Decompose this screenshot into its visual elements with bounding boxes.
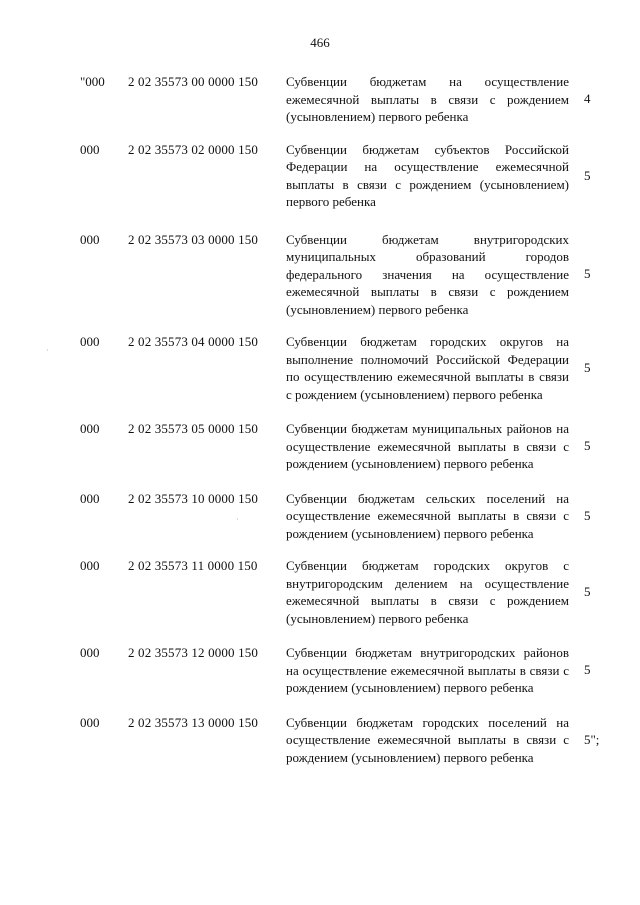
row-value: 5"; [584,731,600,747]
admin-code: 000 [80,714,100,730]
revenue-name: Субвенции бюджетам на осуществление ежемесячной выплаты в связи с рождением (усыновлением) первого ребенка [286,74,569,124]
budget-classification-code: 2 02 35573 10 0000 150 [128,490,259,506]
admin-code: 000 [80,334,100,349]
revenue-name: Субвенции бюджетам городских округов с внутригородским делением на осуществление ежемесячной выплаты в связи с рождением (усыновлением) первого ребенка [286,558,569,626]
budget-code-table [0,73,640,781]
admin-code: 000 [80,645,100,660]
row-value: 5 [584,167,591,183]
table-row [0,231,640,319]
row-value: 5 [584,438,591,454]
admin-code: 000 [80,490,100,506]
admin-code: 000 [80,421,100,436]
page-number: 466 [310,35,330,50]
revenue-name: Субвенции бюджетам городских округов на выполнение полномочий Российской Федерации по осуществлению ежемесячной выплаты в связи с рождением (усыновлением) первого ребенка [286,334,569,402]
table-row [0,644,640,697]
table-row [0,73,640,126]
budget-classification-code: 2 02 35573 00 0000 150 [128,74,259,89]
budget-classification-code: 2 02 35573 04 0000 150 [128,334,259,349]
revenue-name: Субвенции бюджетам городских поселений на осуществление ежемесячной выплаты в связи с рождением (усыновлением) первого ребенка [286,714,569,765]
revenue-name: Субвенции бюджетам муниципальных районов на осуществление ежемесячной выплаты в связи с рождением (усыновлением) первого ребенка [286,421,569,471]
scan-speck: · [46,346,49,355]
table-row [0,420,640,473]
revenue-name: Субвенции бюджетам субъектов Российской Федерации на осуществление ежемесячной выплаты в связи с рождением (усыновлением) первого ребенка [286,141,569,209]
table-row [0,557,640,627]
revenue-name: Субвенции бюджетам внутригородских районов на осуществление ежемесячной выплаты в связи с рождением (усыновлением) первого ребенка [286,645,569,695]
revenue-name: Субвенции бюджетам сельских поселений на осуществление ежемесячной выплаты в связи с рождением (усыновлением) первого ребенка [286,490,569,541]
table-row [0,333,640,403]
admin-code: "000 [80,74,105,89]
budget-classification-code: 2 02 35573 12 0000 150 [128,645,259,660]
admin-code: 000 [80,141,100,157]
budget-classification-code: 2 02 35573 13 0000 150 [128,714,259,730]
row-value: 5 [584,266,591,282]
admin-code: 000 [80,558,100,573]
row-value: 4 [584,91,591,107]
row-value: 5 [584,507,591,523]
row-value: 5 [584,584,591,599]
admin-code: 000 [80,231,100,247]
budget-classification-code: 2 02 35573 03 0000 150 [128,231,259,247]
budget-classification-code: 2 02 35573 02 0000 150 [128,141,259,157]
table-row [0,490,640,543]
table-row [0,141,640,211]
table-row [0,714,640,767]
row-value: 5 [584,360,591,375]
row-value: 5 [584,662,591,678]
budget-classification-code: 2 02 35573 11 0000 150 [128,558,258,573]
revenue-name: Субвенции бюджетам внутригородских муниципальных образований городов федерального значения на осуществление ежемесячной выплаты в связи с рождением (усыновлением) первого ребенка [286,231,569,317]
scan-speck: · [236,515,239,524]
budget-classification-code: 2 02 35573 05 0000 150 [128,421,259,436]
